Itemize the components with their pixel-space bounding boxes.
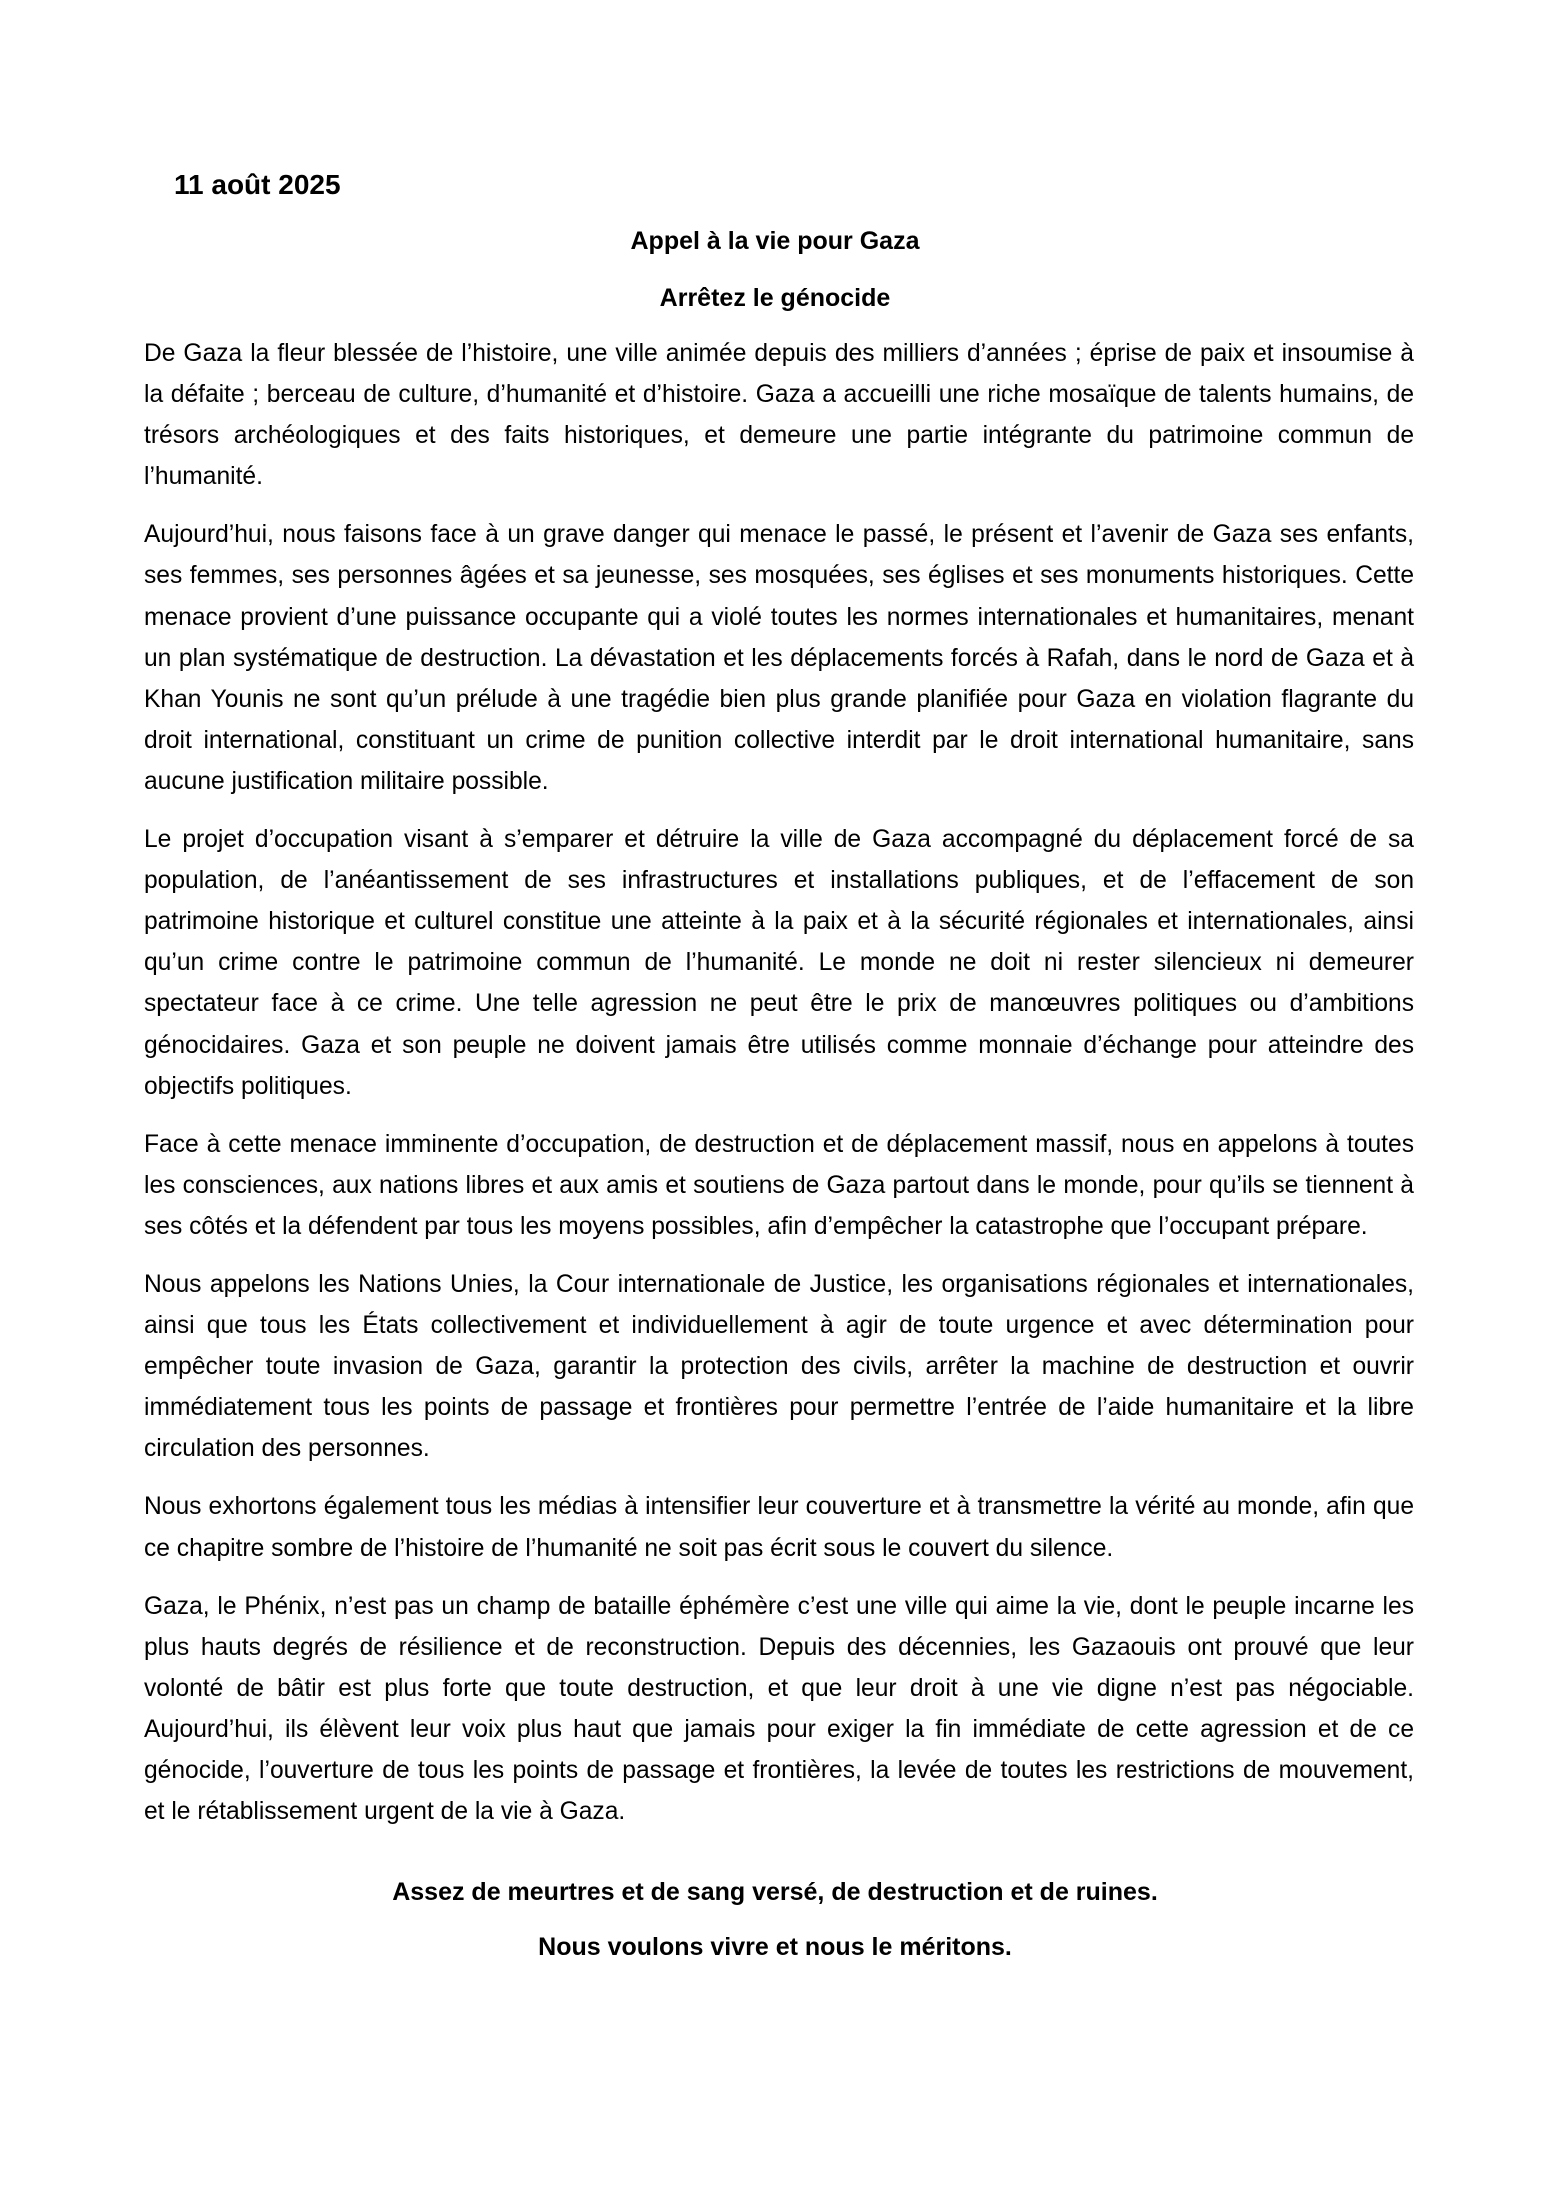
- paragraph: De Gaza la fleur blessée de l’histoire, une ville animée depuis des milliers d’années ; éprise de paix et insoumise à la défaite ; berceau de culture, d’humanité et d’histoire. Gaza a accueilli une riche mosaïque de talents humains, de trésors archéologiques et des faits historiques, et demeure une partie intégrante du patrimoine commun de l’humanité.: [144, 340, 1414, 491]
- closing-line: Assez de meurtres et de sang versé, de destruction et de ruines.: [392, 1878, 1158, 1906]
- document-title: Appel à la vie pour Gaza: [630, 227, 920, 255]
- document-date: 11 août 2025: [174, 169, 341, 200]
- paragraph: Face à cette menace imminente d’occupation, de destruction et de déplacement massif, nous en appelons à toutes les consciences, aux nations libres et aux amis et soutiens de Gaza partout dans le monde, pour qu’ils se tiennent à ses côtés et la défendent par tous les moyens possibles, afin d’empêcher la catastrophe que l’occupant prépare.: [144, 1130, 1414, 1240]
- paragraph: Le projet d’occupation visant à s’emparer et détruire la ville de Gaza accompagné du déplacement forcé de sa population, de l’anéantissement de ses infrastructures et installations publiques, et de l’effacement de son patrimoine historique et culturel constitue une atteinte à la paix et à la sécurité régionales et internationales, ainsi qu’un crime contre le patrimoine commun de l’humanité. Le monde ne doit ni rester silencieux ni demeurer spectateur face à ce crime. Une telle agression ne peut être le prix de manœuvres politiques ou d’ambitions génocidaires. Gaza et son peuple ne doivent jamais être utilisés comme monnaie d’échange pour atteindre des objectifs politiques.: [144, 826, 1414, 1100]
- paragraph: Nous appelons les Nations Unies, la Cour internationale de Justice, les organisations régionales et internationales, ainsi que tous les États collectivement et individuellement à agir de toute urgence et avec détermination pour empêcher toute invasion de Gaza, garantir la protection des civils, arrêter la machine de destruction et ouvrir immédiatement tous les points de passage et frontières pour permettre l’entrée de l’aide humanitaire et la libre circulation des personnes.: [144, 1270, 1414, 1463]
- paragraph: Gaza, le Phénix, n’est pas un champ de bataille éphémère c’est une ville qui aime la vie, dont le peuple incarne les plus hauts degrés de résilience et de reconstruction. Depuis des décennies, les Gazaouis ont prouvé que leur volonté de bâtir est plus forte que toute destruction, et que leur droit à une vie digne n’est pas négociable. Aujourd’hui, ils élèvent leur voix plus haut que jamais pour exiger la fin immédiate de cette agression et de ce génocide, l’ouverture de tous les points de passage et frontières, la levée de toutes les restrictions de mouvement, et le rétablissement urgent de la vie à Gaza.: [144, 1592, 1414, 1826]
- paragraph: Aujourd’hui, nous faisons face à un grave danger qui menace le passé, le présent et l’avenir de Gaza ses enfants, ses femmes, ses personnes âgées et sa jeunesse, ses mosquées, ses églises et ses monuments historiques. Cette menace provient d’une puissance occupante qui a violé toutes les normes internationales et humanitaires, menant un plan systématique de destruction. La dévastation et les déplacements forcés à Rafah, dans le nord de Gaza et à Khan Younis ne sont qu’un prélude à une tragédie bien plus grande planifiée pour Gaza en violation flagrante du droit international, constituant un crime de punition collective interdit par le droit international humanitaire, sans aucune justification militaire possible.: [144, 521, 1414, 795]
- closing-line: Nous voulons vivre et nous le méritons.: [538, 1933, 1012, 1961]
- document-subtitle: Arrêtez le génocide: [659, 284, 891, 312]
- document-body: [144, 333, 1414, 1849]
- paragraph: Nous exhortons également tous les médias à intensifier leur couverture et à transmettre la vérité au monde, afin que ce chapitre sombre de l’histoire de l’humanité ne soit pas écrit sous le couvert du silence.: [144, 1493, 1414, 1562]
